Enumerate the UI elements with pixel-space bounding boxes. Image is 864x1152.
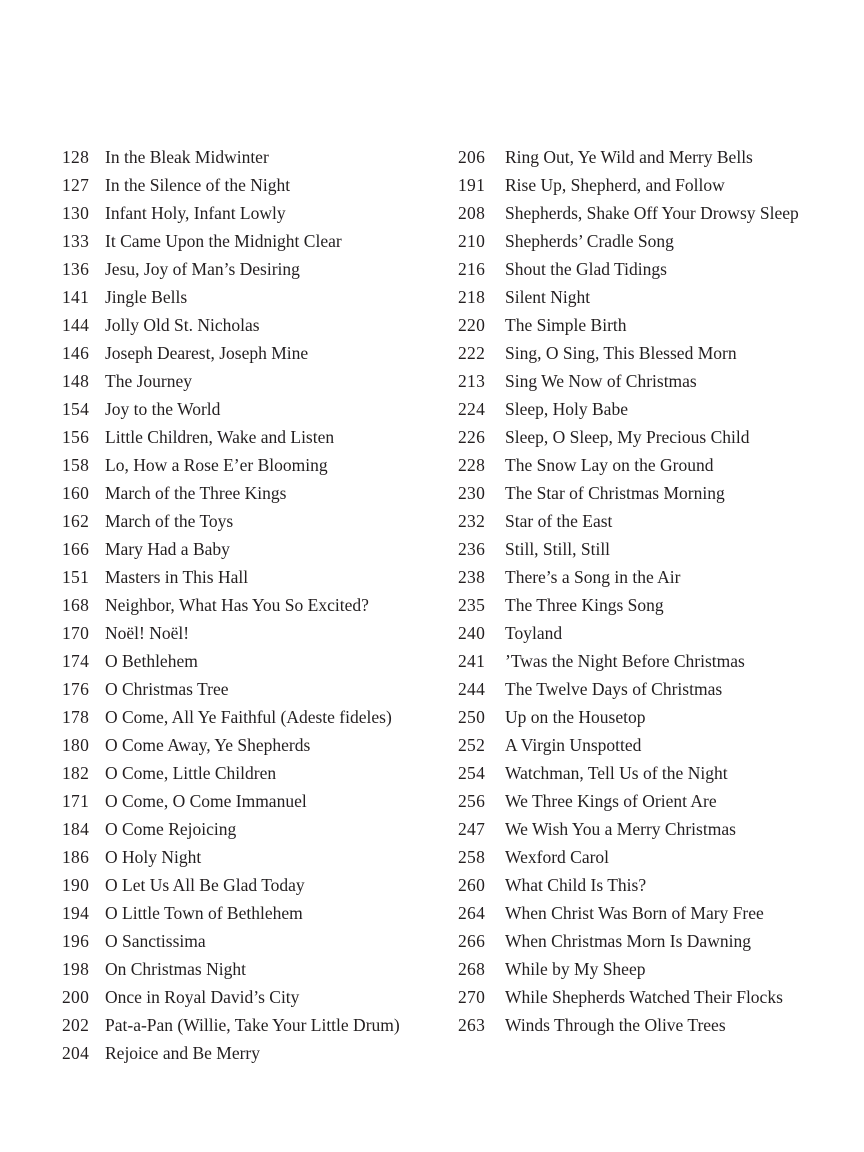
toc-entry	[62, 395, 452, 423]
toc-page-number: 254	[458, 763, 486, 783]
toc-page-number: 178	[62, 707, 90, 727]
toc-song-title: Toyland	[505, 623, 563, 643]
toc-page-number: 260	[458, 875, 486, 895]
toc-entry	[458, 787, 858, 815]
toc-song-title: Silent Night	[505, 287, 591, 307]
toc-entry	[458, 675, 858, 703]
toc-page-number: 228	[458, 455, 486, 475]
toc-entry	[62, 423, 452, 451]
toc-page-number: 182	[62, 763, 90, 783]
toc-page-number: 258	[458, 847, 486, 867]
toc-song-title: ’Twas the Night Before Christmas	[505, 651, 745, 671]
toc-entry	[458, 535, 858, 563]
toc-page-number: 252	[458, 735, 486, 755]
toc-entry	[62, 619, 452, 647]
toc-page-number: 222	[458, 343, 486, 363]
toc-page-number: 166	[62, 539, 90, 559]
toc-song-title: A Virgin Unspotted	[505, 735, 642, 755]
toc-entry	[62, 1011, 452, 1039]
toc-song-title: March of the Toys	[105, 511, 234, 531]
toc-page-number: 191	[458, 175, 486, 195]
toc-song-title: O Let Us All Be Glad Today	[105, 875, 305, 895]
toc-song-title: Still, Still, Still	[505, 539, 611, 559]
toc-page-number: 202	[62, 1015, 90, 1035]
toc-song-title: Shout the Glad Tidings	[505, 259, 667, 279]
toc-song-title: Rise Up, Shepherd, and Follow	[505, 175, 725, 195]
toc-entry	[458, 255, 858, 283]
toc-page-number: 128	[62, 147, 90, 167]
toc-page-number: 210	[458, 231, 486, 251]
toc-page-number: 171	[62, 791, 90, 811]
toc-page-number: 180	[62, 735, 90, 755]
toc-entry	[458, 619, 858, 647]
toc-song-title: The Three Kings Song	[505, 595, 664, 615]
toc-entry	[458, 703, 858, 731]
toc-page-number: 232	[458, 511, 486, 531]
toc-entry	[62, 899, 452, 927]
toc-entry	[62, 675, 452, 703]
toc-song-title: Sleep, Holy Babe	[505, 399, 628, 419]
toc-entry	[458, 927, 858, 955]
toc-song-title: When Christ Was Born of Mary Free	[505, 903, 764, 923]
toc-song-title: Joy to the World	[105, 399, 221, 419]
toc-entry	[458, 591, 858, 619]
toc-page-number: 198	[62, 959, 90, 979]
toc-entry	[458, 395, 858, 423]
toc-entry	[458, 311, 858, 339]
toc-song-title: Sing, O Sing, This Blessed Morn	[505, 343, 737, 363]
toc-song-title: There’s a Song in the Air	[505, 567, 681, 587]
toc-entry	[62, 1039, 452, 1067]
toc-entry	[62, 927, 452, 955]
toc-song-title: Rejoice and Be Merry	[105, 1043, 261, 1063]
toc-song-title: Jesu, Joy of Man’s Desiring	[105, 259, 300, 279]
toc-song-title: Mary Had a Baby	[105, 539, 230, 559]
toc-song-title: Ring Out, Ye Wild and Merry Bells	[505, 147, 753, 167]
toc-song-title: Masters in This Hall	[105, 567, 249, 587]
toc-song-title: Joseph Dearest, Joseph Mine	[105, 343, 309, 363]
toc-entry	[458, 759, 858, 787]
toc-song-title: Wexford Carol	[505, 847, 610, 867]
toc-entry	[62, 955, 452, 983]
toc-entry	[62, 591, 452, 619]
toc-page-number: 190	[62, 875, 90, 895]
toc-page-number: 133	[62, 231, 90, 251]
toc-song-title: While by My Sheep	[505, 959, 646, 979]
toc-song-title: Up on the Housetop	[505, 707, 646, 727]
toc-song-title: In the Bleak Midwinter	[105, 147, 269, 167]
toc-song-title: What Child Is This?	[505, 875, 647, 895]
toc-song-title: We Three Kings of Orient Are	[505, 791, 717, 811]
toc-page-number: 162	[62, 511, 90, 531]
toc-entry	[62, 759, 452, 787]
toc-song-title: Watchman, Tell Us of the Night	[505, 763, 728, 783]
toc-song-title: In the Silence of the Night	[105, 175, 291, 195]
toc-page-number: 156	[62, 427, 90, 447]
toc-page-number: 235	[458, 595, 486, 615]
toc-page-number: 196	[62, 931, 90, 951]
toc-entry	[62, 871, 452, 899]
toc-entry	[62, 367, 452, 395]
toc-entry	[458, 563, 858, 591]
toc-song-title: Once in Royal David’s City	[105, 987, 300, 1007]
toc-page-number: 226	[458, 427, 486, 447]
toc-page-number: 247	[458, 819, 486, 839]
toc-song-title: O Come Rejoicing	[105, 819, 237, 839]
toc-song-title: O Come Away, Ye Shepherds	[105, 735, 311, 755]
toc-song-title: March of the Three Kings	[105, 483, 287, 503]
toc-page-number: 264	[458, 903, 486, 923]
toc-page-number: 256	[458, 791, 486, 811]
toc-song-title: The Journey	[105, 371, 192, 391]
toc-song-title: The Simple Birth	[505, 315, 627, 335]
toc-entry	[458, 479, 858, 507]
toc-page-number: 146	[62, 343, 90, 363]
toc-page-number: 204	[62, 1043, 90, 1063]
toc-entry	[458, 955, 858, 983]
toc-song-title: The Twelve Days of Christmas	[505, 679, 723, 699]
toc-page-number: 151	[62, 567, 90, 587]
toc-page-number: 241	[458, 651, 486, 671]
toc-entry	[62, 731, 452, 759]
toc-page-number: 186	[62, 847, 90, 867]
toc-song-title: Star of the East	[505, 511, 613, 531]
toc-entry	[62, 815, 452, 843]
toc-entry	[62, 479, 452, 507]
toc-page-number: 240	[458, 623, 486, 643]
toc-song-title: We Wish You a Merry Christmas	[505, 819, 736, 839]
toc-song-title: Neighbor, What Has You So Excited?	[105, 595, 369, 615]
toc-page-number: 250	[458, 707, 486, 727]
toc-entry	[62, 199, 452, 227]
toc-entry	[458, 1011, 858, 1039]
toc-entry	[458, 731, 858, 759]
toc-page-number: 216	[458, 259, 486, 279]
toc-page-number: 206	[458, 147, 486, 167]
toc-entry	[62, 563, 452, 591]
toc-entry	[458, 647, 858, 675]
toc-song-title: O Sanctissima	[105, 931, 206, 951]
toc-entry	[458, 423, 858, 451]
toc-song-title: O Bethlehem	[105, 651, 198, 671]
toc-song-title: O Come, O Come Immanuel	[105, 791, 307, 811]
toc-page-number: 230	[458, 483, 486, 503]
toc-entry	[458, 843, 858, 871]
toc-page-number: 127	[62, 175, 90, 195]
toc-page-number: 224	[458, 399, 486, 419]
toc-entry	[62, 507, 452, 535]
toc-page-number: 158	[62, 455, 90, 475]
toc-song-title: Winds Through the Olive Trees	[505, 1015, 726, 1035]
toc-song-title: Jolly Old St. Nicholas	[105, 315, 260, 335]
toc-page-number: 194	[62, 903, 90, 923]
toc-column-left	[62, 143, 452, 1067]
toc-page-number: 130	[62, 203, 90, 223]
toc-song-title: Shepherds, Shake Off Your Drowsy Sleep	[505, 203, 799, 223]
toc-entry	[62, 535, 452, 563]
toc-entry	[458, 283, 858, 311]
toc-entry	[62, 843, 452, 871]
toc-song-title: While Shepherds Watched Their Flocks	[505, 987, 783, 1007]
toc-entry	[62, 703, 452, 731]
toc-entry	[458, 451, 858, 479]
toc-entry	[62, 787, 452, 815]
toc-entry	[458, 367, 858, 395]
toc-entry	[458, 899, 858, 927]
toc-page-number: 154	[62, 399, 90, 419]
toc-song-title: Infant Holy, Infant Lowly	[105, 203, 286, 223]
toc-entry	[62, 283, 452, 311]
toc-page-number: 160	[62, 483, 90, 503]
toc-page-number: 270	[458, 987, 486, 1007]
toc-page-number: 268	[458, 959, 486, 979]
toc-song-title: Lo, How a Rose E’er Blooming	[105, 455, 328, 475]
toc-entry	[458, 871, 858, 899]
toc-song-title: Sleep, O Sleep, My Precious Child	[505, 427, 750, 447]
toc-song-title: O Come, Little Children	[105, 763, 277, 783]
toc-page-number: 218	[458, 287, 486, 307]
toc-page-number: 144	[62, 315, 90, 335]
toc-song-title: O Little Town of Bethlehem	[105, 903, 303, 923]
toc-song-title: Sing We Now of Christmas	[505, 371, 697, 391]
toc-page-number: 263	[458, 1015, 486, 1035]
toc-entry	[62, 227, 452, 255]
toc-page-number: 170	[62, 623, 90, 643]
toc-entry	[62, 451, 452, 479]
toc-entry	[62, 255, 452, 283]
toc-page-number: 176	[62, 679, 90, 699]
toc-entry	[458, 199, 858, 227]
toc-page-number: 168	[62, 595, 90, 615]
toc-entry	[458, 171, 858, 199]
toc-song-title: Shepherds’ Cradle Song	[505, 231, 674, 251]
toc-song-title: O Come, All Ye Faithful (Adeste fideles)	[105, 707, 392, 727]
toc-page-number: 136	[62, 259, 90, 279]
toc-entry	[458, 339, 858, 367]
toc-entry	[458, 227, 858, 255]
toc-entry	[62, 143, 452, 171]
toc-page-number: 208	[458, 203, 486, 223]
toc-song-title: On Christmas Night	[105, 959, 246, 979]
toc-entry	[62, 647, 452, 675]
toc-page-number: 184	[62, 819, 90, 839]
toc-entry	[458, 815, 858, 843]
toc-entry	[62, 983, 452, 1011]
toc-page-number: 148	[62, 371, 90, 391]
toc-song-title: The Snow Lay on the Ground	[505, 455, 714, 475]
toc-song-title: Noël! Noël!	[105, 623, 190, 643]
toc-page-number: 174	[62, 651, 90, 671]
toc-song-title: O Holy Night	[105, 847, 202, 867]
toc-entry	[458, 143, 858, 171]
toc-song-title: When Christmas Morn Is Dawning	[505, 931, 751, 951]
toc-page-number: 266	[458, 931, 486, 951]
toc-entry	[458, 507, 858, 535]
toc-page-number: 238	[458, 567, 486, 587]
toc-page-number: 141	[62, 287, 90, 307]
toc-page-number: 244	[458, 679, 486, 699]
toc-page-number: 213	[458, 371, 486, 391]
toc-page-number: 220	[458, 315, 486, 335]
toc-page-number: 200	[62, 987, 90, 1007]
toc-column-right	[458, 143, 858, 1039]
toc-song-title: Jingle Bells	[105, 287, 188, 307]
toc-song-title: Pat-a-Pan (Willie, Take Your Little Drum)	[105, 1015, 400, 1035]
toc-song-title: Little Children, Wake and Listen	[105, 427, 335, 447]
toc-song-title: O Christmas Tree	[105, 679, 229, 699]
toc-entry	[62, 339, 452, 367]
toc-page-number: 236	[458, 539, 486, 559]
toc-entry	[458, 983, 858, 1011]
toc-song-title: The Star of Christmas Morning	[505, 483, 725, 503]
toc-entry	[62, 311, 452, 339]
toc-song-title: It Came Upon the Midnight Clear	[105, 231, 342, 251]
toc-entry	[62, 171, 452, 199]
